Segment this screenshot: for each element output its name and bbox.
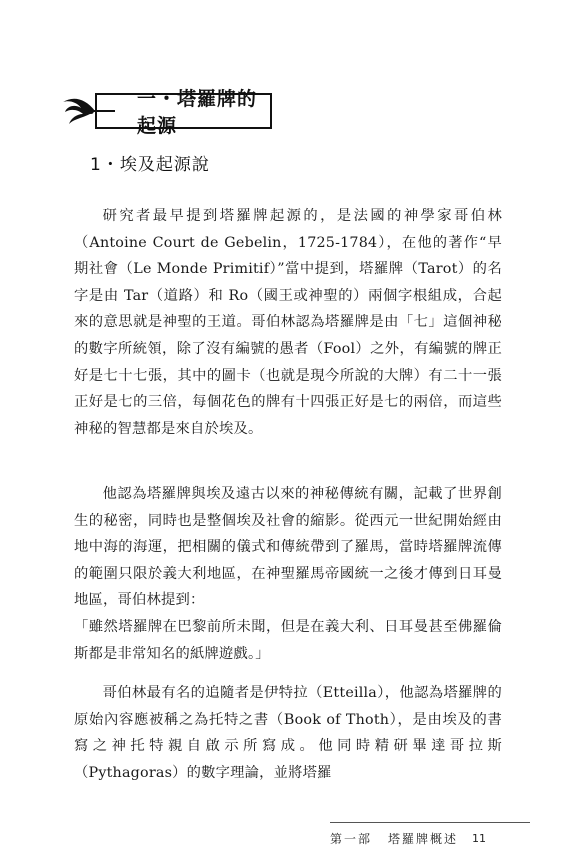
section-heading-text: 一・塔羅牌的起源	[137, 88, 258, 137]
section-heading	[95, 88, 272, 137]
paragraph-1	[74, 203, 502, 442]
page-number: 11	[472, 832, 487, 845]
paragraph-2	[74, 481, 502, 667]
footer-title: 塔羅牌概述	[388, 832, 459, 846]
page-footer	[330, 830, 530, 847]
paragraph-3	[74, 680, 502, 786]
paragraph-1-text: 研究者最早提到塔羅牌起源的，是法國的神學家哥伯林（Antoine Court de Gebelin，1725-1784），在他的著作“早期社會（Le Monde Primitif）”當中提到，塔羅牌（Tarot）的名字是由 Tar（道路）和 Ro（國王或神聖的）兩個字根組成，合起來的意思就是神聖的王道。哥伯林認為塔羅牌是由「七」這個神秘的數字所統領，除了沒有編號的愚者（Fool）之外，有編號的牌正好是七十七張，其中的圖卡（也就是現今所說的大牌）有二十一張正好是七的三倍，每個花色的牌有十四張正好是七的兩倍，而這些神秘的智慧都是來自於埃及。	[74, 208, 502, 437]
paragraph-2-text: 他認為塔羅牌與埃及遠古以來的神秘傳統有關，記載了世界創生的秘密，同時也是整個埃及社會的縮影。從西元一世紀開始經由地中海的海運，把相關的儀式和傳統帶到了羅馬，當時塔羅牌流傳的範圍只限於義大利地區，在神聖羅馬帝國統一之後才傳到日耳曼地區，哥伯林提到：	[74, 486, 502, 609]
footer-divider	[330, 822, 530, 823]
footer-chapter: 第一部	[330, 832, 373, 846]
paragraph-3-text: 哥伯林最有名的追隨者是伊特拉（Etteilla），他認為塔羅牌的原始內容應被稱之為托特之書（Book of Thoth），是由埃及的書寫之神托特親自啟示所寫成。他同時精研畢達哥拉斯（Pythagoras）的數字理論，並將塔羅	[74, 685, 502, 781]
paragraph-2-quote: 「雖然塔羅牌在巴黎前所未聞，但是在義大利、日耳曼甚至佛羅倫斯都是非常知名的紙牌遊戲。」	[74, 618, 502, 662]
subheading: 1・埃及起源說	[90, 155, 210, 175]
